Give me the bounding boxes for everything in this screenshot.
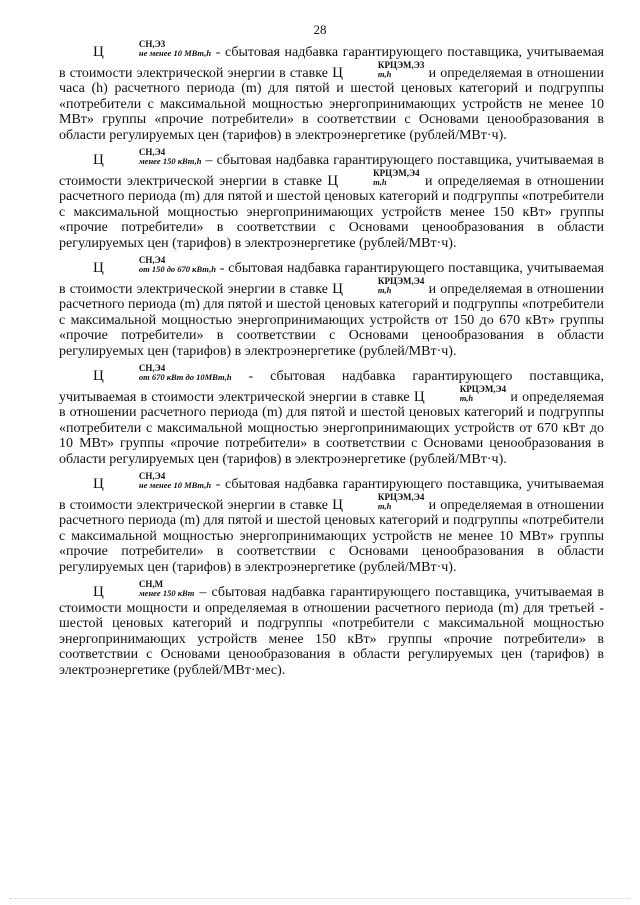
definition-paragraph	[59, 364, 604, 467]
definition-paragraph	[59, 256, 604, 359]
formula-symbol: Ц СН,Э4 от 150 до 670 кВт,h	[93, 255, 216, 276]
definition-text: - сбытовая надбавка гарантирующего поставщика, учитываемая в стоимости электрической энергии в ставке	[59, 45, 604, 81]
scan-edge-rule	[10, 898, 630, 899]
definition-paragraph	[59, 580, 604, 678]
definition-text: - сбытовая надбавка гарантирующего поставщика, учитываемая в стоимости электрической энергии в ставке	[59, 261, 604, 297]
document-body	[59, 40, 604, 683]
definition-paragraph	[59, 148, 604, 251]
rate-symbol: Ц КРЦЭМ,Э4 m,h	[332, 491, 425, 513]
definition-text: – сбытовая надбавка гарантирующего поставщика, учитываемая в стоимости электрической энергии в ставке	[59, 153, 604, 189]
definition-text-continued: и определяемая в отношении расчетного периода (m) для пятой и шестой ценовых категорий и подгруппы «потребители с максимальной мощностью энергопринимающих устройств не менее 10 МВт» группы «прочие потребители» в соответствии с Основами ценообразования в области регулируемых цен (тарифов) в электроэнергетике (рублей/МВт·ч).	[59, 497, 604, 575]
formula-symbol: Ц СН,М менее 150 кВт	[93, 579, 195, 600]
formula-symbol: Ц СН,Э3 не менее 10 МВт,h	[93, 39, 212, 60]
definition-paragraph	[59, 472, 604, 575]
definition-text-continued: и определяемая в отношении расчетного периода (m) для пятой и шестой ценовых категорий и подгруппы «потребители с максимальной мощностью энергопринимающих устройств от 670 кВт до 10 МВт» группы «прочие потребители» в соответствии с Основами ценообразования в области регулируемых цен (тарифов) в электроэнергетике (рублей/МВт·ч).	[59, 389, 604, 467]
rate-symbol: Ц КРЦЭМ,Э4 m,h	[413, 383, 507, 405]
page-number: 28	[313, 22, 327, 37]
definition-text: - сбытовая надбавка гарантирующего поставщика, учитываемая в стоимости электрической энергии в ставке	[59, 477, 604, 513]
formula-symbol: Ц СН,Э4 от 670 кВт до 10МВт,h	[93, 363, 232, 384]
definition-text-continued: и определяемая в отношении часа (h) расчетного периода (m) для пятой и шестой ценовых категорий и подгруппы «потребители с максимальной мощностью энергопринимающих устройств не менее 10 МВт» группы «прочие потребители» в соответствии с Основами ценообразования в области регулируемых цен (тарифов) в электроэнергетике (рублей/МВт·ч).	[59, 65, 604, 143]
definition-text-continued: и определяемая в отношении расчетного периода (m) для пятой и шестой ценовых категорий и подгруппы «потребители с максимальной мощностью энергопринимающих устройств от 150 до 670 кВт» группы «прочие потребители» в соответствии с Основами ценообразования в области регулируемых цен (тарифов) в электроэнергетике (рублей/МВт·ч).	[59, 281, 604, 359]
formula-symbol: Ц СН,Э4 не менее 10 МВт,h	[93, 471, 212, 492]
definition-text-continued: и определяемая в отношении расчетного периода (m) для пятой и шестой ценовых категорий и подгруппы «потребители с максимальной мощностью энергопринимающих устройств менее 150 кВт» группы «прочие потребители» в соответствии с Основами ценообразования в области регулируемых цен (тарифов) в электроэнергетике (рублей/МВт·ч).	[59, 173, 604, 251]
rate-symbol: Ц КРЦЭМ,Э3 m,h	[332, 59, 425, 81]
rate-symbol: Ц КРЦЭМ,Э4 m,h	[327, 167, 420, 189]
definition-paragraph	[59, 40, 604, 143]
formula-symbol: Ц СН,Э4 менее 150 кВт,h	[93, 147, 202, 168]
definition-text: – сбытовая надбавка гарантирующего поставщика, учитываемая в стоимости мощности и определяемая в отношении расчетного периода (m) для третьей - шестой ценовых категорий и подгруппы «потребители с максимальной мощностью энергопринимающих устройств менее 150 кВт» группы «прочие потребители» в соответствии с Основами ценообразования в области регулируемых цен (тарифов) в электроэнергетике (рублей/МВт·мес).	[59, 585, 604, 678]
definition-text: - сбытовая надбавка гарантирующего поставщика, учитываемая в стоимости электрической энергии в ставке	[59, 369, 604, 405]
rate-symbol: Ц КРЦЭМ,Э4 m,h	[332, 275, 425, 297]
